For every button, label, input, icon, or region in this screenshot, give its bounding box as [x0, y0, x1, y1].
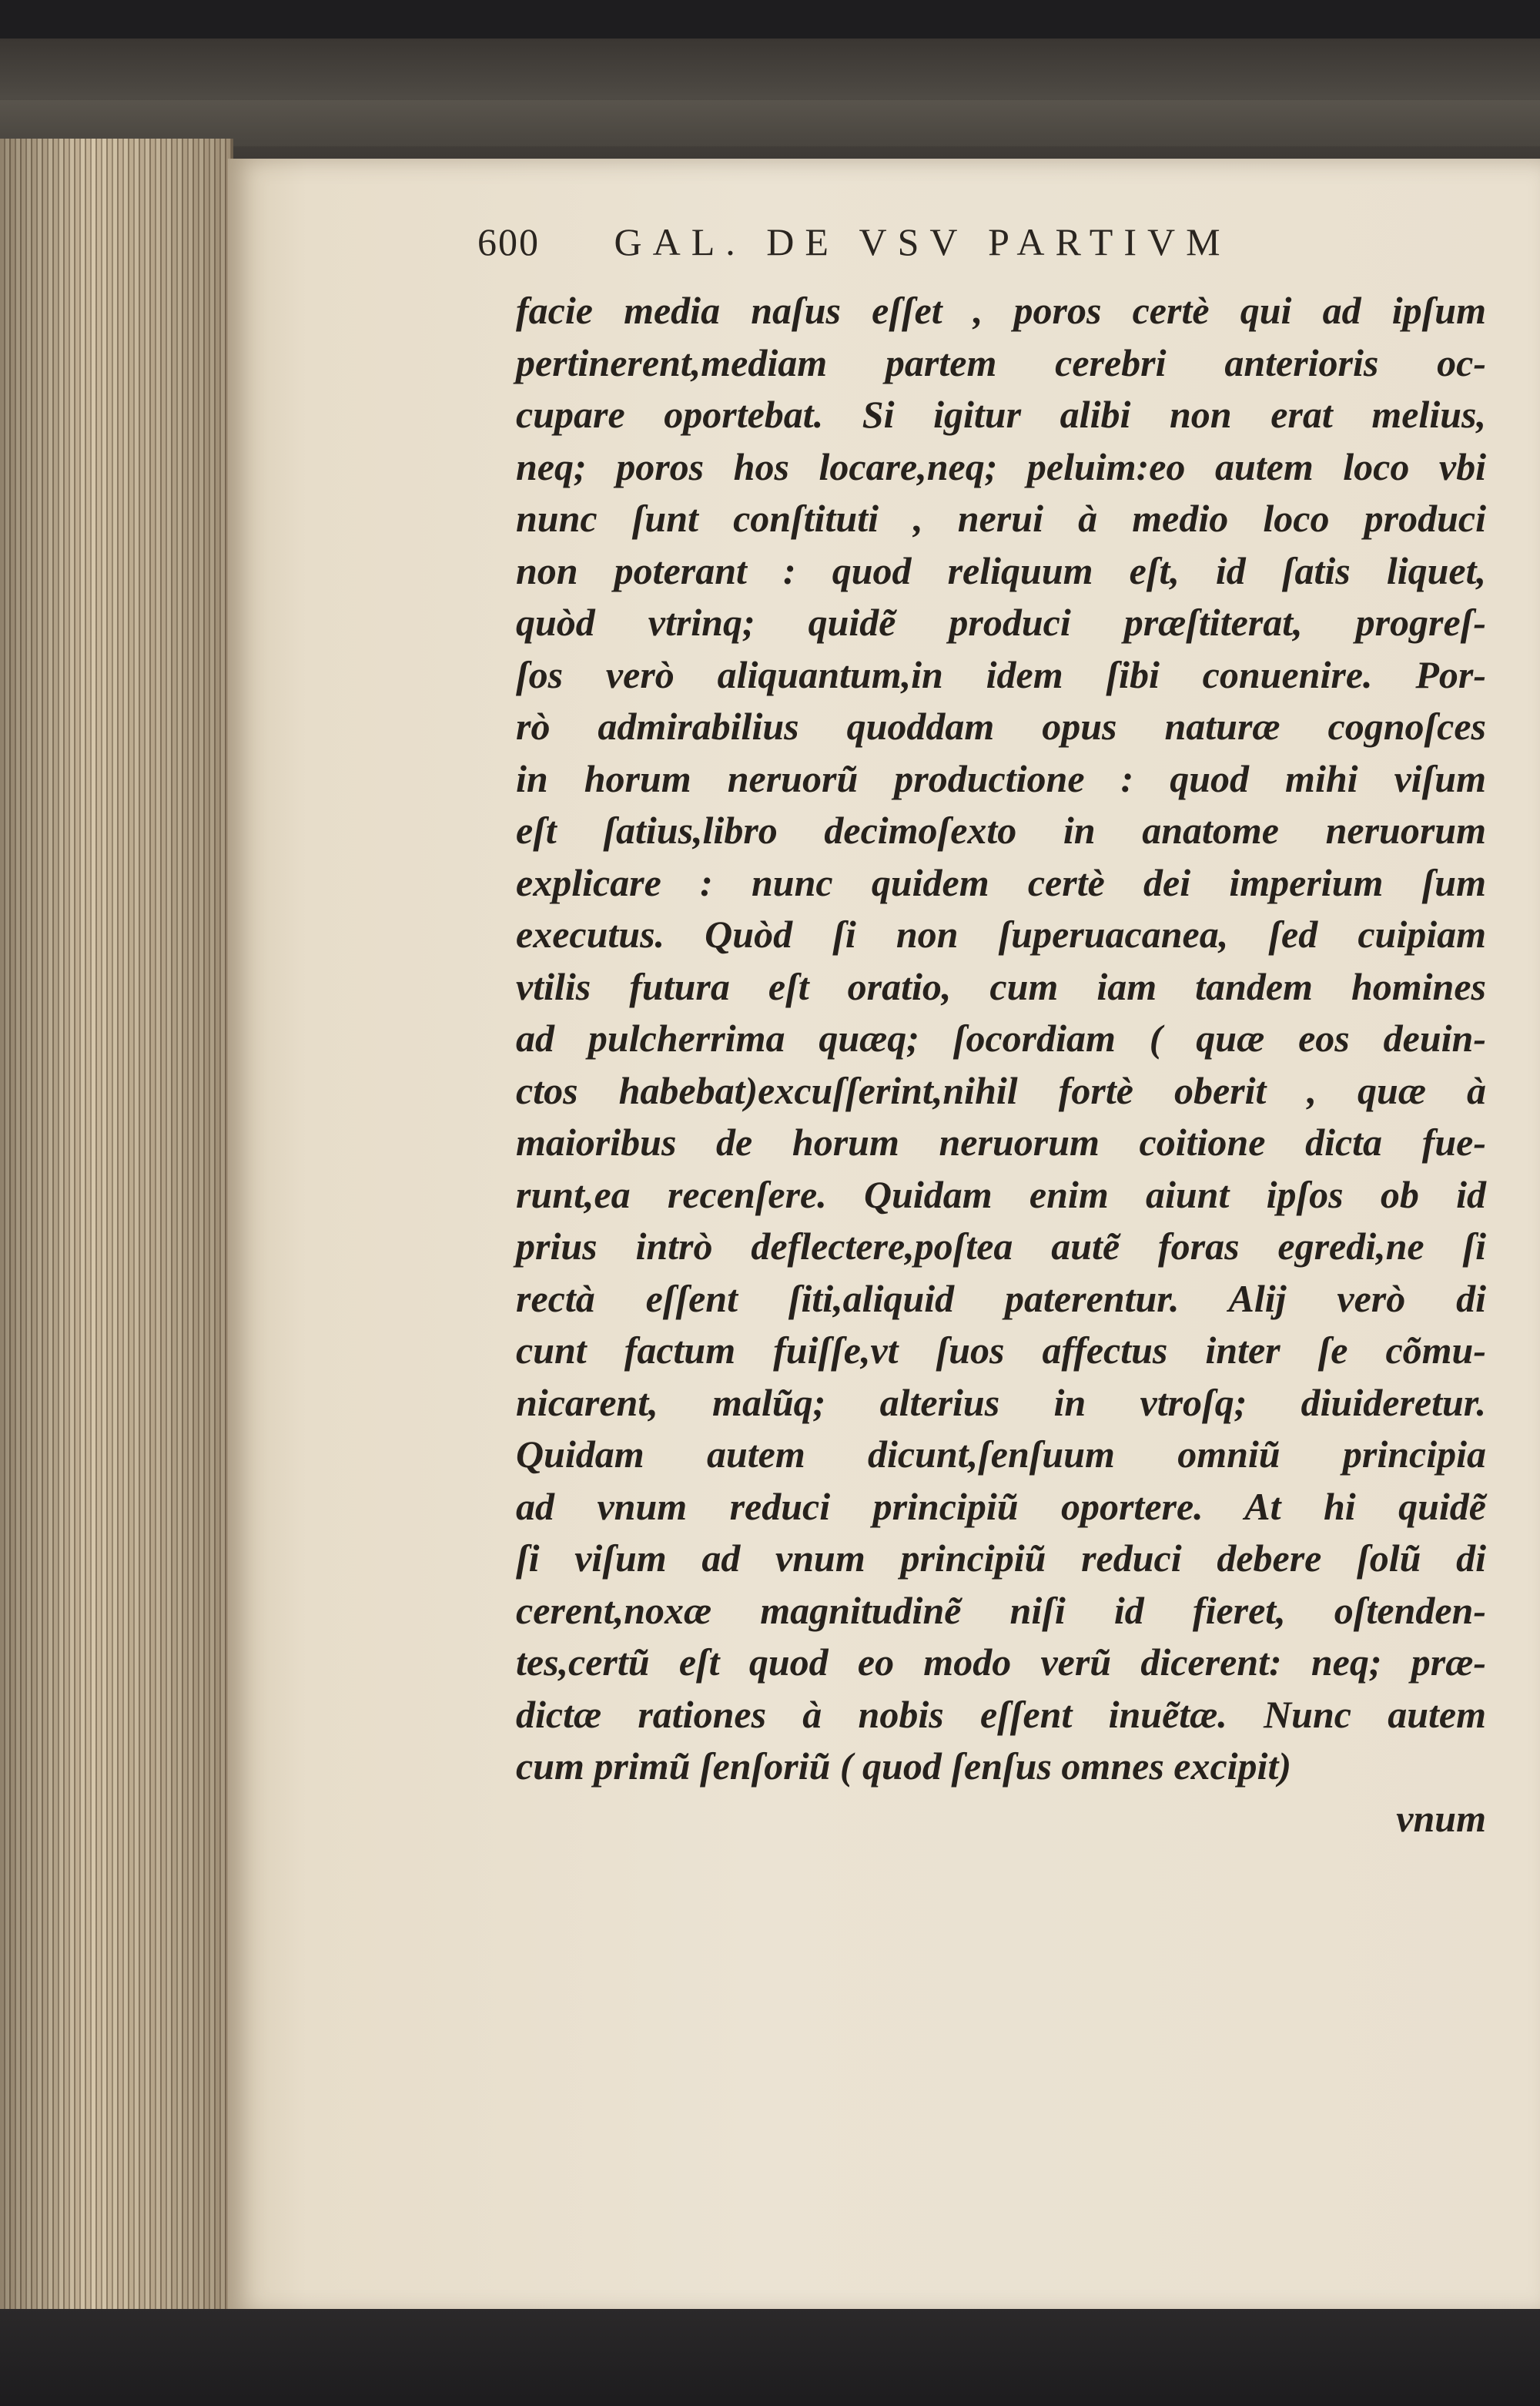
page-number: 600: [477, 220, 540, 263]
text-line: explicare : nunc quidem certè dei imperium ſum: [516, 860, 1486, 904]
text-line: tes,certũ eſt quod eo modo verũ dicerent: neq; præ-: [516, 1640, 1486, 1684]
text-line: cupare oportebat. Si igitur alibi non erat melius,: [516, 393, 1486, 436]
text-line: non poterant : quod reliquum eſt, id ſatis liquet,: [516, 548, 1486, 592]
text-line: ad pulcherrima quæq; ſocordiam ( quæ eos deuin-: [516, 1017, 1486, 1060]
catchword: vnum: [1396, 1796, 1486, 1840]
text-line: ad vnum reduci principiũ oportere. At hi quidẽ: [516, 1484, 1486, 1528]
text-line: ſi viſum ad vnum principiũ reduci debere ſolũ di: [516, 1536, 1486, 1580]
text-line: maioribus de horum neruorum coitione dicta fue-: [516, 1121, 1486, 1164]
text-line: dictæ rationes à nobis eſſent inuẽtæ. Nunc autem: [516, 1692, 1486, 1736]
text-line: nicarent, malũq; alterius in vtroſq; diuideretur.: [516, 1380, 1486, 1424]
text-line: vtilis futura eſt oratio, cum iam tandem homines: [516, 964, 1486, 1008]
text-line: cum primũ ſenſoriũ ( quod ſenſus omnes excipit): [516, 1744, 1291, 1788]
text-line: pertinerent,mediam partem cerebri anterioris oc-: [516, 340, 1486, 384]
text-line: eſt ſatius,libro decimoſexto in anatome neruorum: [516, 809, 1486, 852]
text-line: neq; poros hos locare,neq; peluim:eo autem loco vbi: [516, 444, 1486, 488]
text-line: runt,ea recenſere. Quidam enim aiunt ipſos ob id: [516, 1172, 1486, 1216]
running-head: [477, 219, 1401, 266]
text-line: Quidam autem dicunt,ſenſuum omniũ principia: [516, 1433, 1486, 1476]
text-line: in horum neruorũ productione : quod mihi viſum: [516, 756, 1486, 800]
text-line: nunc ſunt conſtituti , nerui à medio loco produci: [516, 497, 1486, 540]
text-line: executus. Quòd ſi non ſuperuacanea, ſed cuipiam: [516, 913, 1486, 956]
text-line: facie media naſus eſſet , poros certè qui ad ipſum: [516, 289, 1486, 332]
book-cover-bottom: [0, 2309, 1540, 2406]
text-line: ctos habebat)excuſſerint,nihil fortè oberit , quæ à: [516, 1068, 1486, 1112]
running-title: GAL. DE VSV PARTIVM: [614, 220, 1231, 263]
text-line: ſos verò aliquantum,in idem ſibi conuenire. Por-: [516, 652, 1486, 696]
page-edges-stack: [0, 139, 233, 2318]
text-line: cerent,noxæ magnitudinẽ niſi id fieret, oſtenden-: [516, 1588, 1486, 1632]
text-line: quòd vtrinq; quidẽ produci præſtiterat, progreſ-: [516, 601, 1486, 644]
text-line: rò admirabilius quoddam opus naturæ cognoſces: [516, 705, 1486, 748]
text-line: prius intrò deflectere,poſtea autẽ foras egredi,ne ſi: [516, 1225, 1486, 1268]
text-line: rectà eſſent ſiti,aliquid paterentur. Alij verò di: [516, 1276, 1486, 1320]
body-text: [516, 285, 1486, 1845]
text-line: cunt factum fuiſſe,vt ſuos affectus inter ſe cõmu-: [516, 1329, 1486, 1372]
